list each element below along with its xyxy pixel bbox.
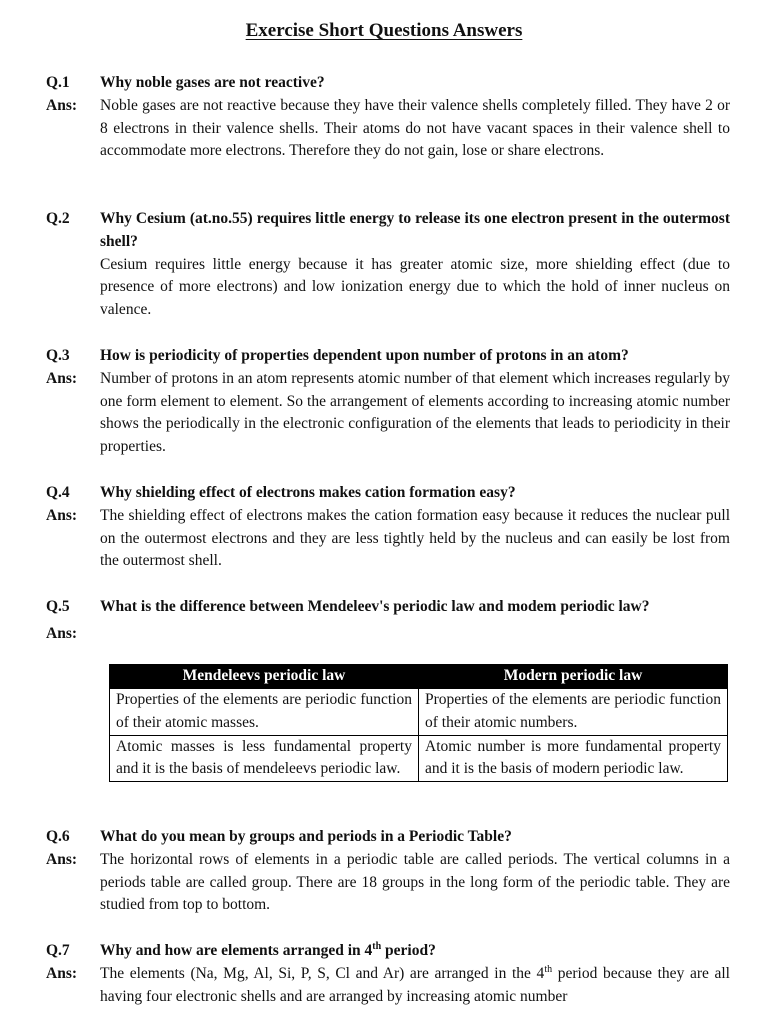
question-text: Why and how are elements arranged in 4th period? xyxy=(100,940,436,959)
qa-block-4 xyxy=(46,482,730,573)
answer-label: Ans: xyxy=(46,506,78,524)
qa-block-2 xyxy=(46,208,730,322)
page-title: Exercise Short Questions Answers xyxy=(245,20,523,41)
comparison-table xyxy=(109,664,728,782)
table-cell: Atomic masses is less fundamental property and it is the basis of mendeleevs periodic law. xyxy=(110,735,419,782)
question-text: What do you mean by groups and periods in a Periodic Table? xyxy=(100,828,512,845)
question-number: Q.1 xyxy=(46,74,70,91)
table-row xyxy=(110,735,728,782)
answer-label: Ans: xyxy=(46,96,78,114)
answer-text: The elements (Na, Mg, Al, Si, P, S, Cl and Ar) are arranged in the 4th period because they are all having four electronic shells and are arranged by increasing atomic number xyxy=(100,963,730,1005)
comparison-table-wrapper xyxy=(109,664,728,782)
question-number: Q.7 xyxy=(46,942,70,959)
question-number: Q.4 xyxy=(46,484,70,501)
question-number: Q.6 xyxy=(46,828,70,845)
question-text: Why Cesium (at.no.55) requires little energy to release its one electron present in the outermost shell? xyxy=(100,210,730,250)
answer-text: The horizontal rows of elements in a periodic table are called periods. The vertical columns in a periods table are called group. There are 18 groups in the long form of the periodic table. They are studied from top to bottom. xyxy=(100,850,730,914)
qa-block-3 xyxy=(46,345,730,459)
question-text: Why noble gases are not reactive? xyxy=(100,74,325,91)
question-number: Q.5 xyxy=(46,598,70,615)
answer-label: Ans: xyxy=(46,850,78,868)
table-cell: Properties of the elements are periodic function of their atomic masses. xyxy=(110,689,419,736)
table-row xyxy=(110,689,728,736)
question-text: What is the difference between Mendeleev's periodic law and modem periodic law? xyxy=(100,598,650,615)
question-text: How is periodicity of properties dependent upon number of protons in an atom? xyxy=(100,347,629,364)
column-header: Mendeleevs periodic law xyxy=(110,665,419,689)
qa-block-6 xyxy=(46,826,730,917)
qa-block-7 xyxy=(46,940,730,1008)
question-number: Q.2 xyxy=(46,210,70,227)
answer-label: Ans: xyxy=(46,624,78,642)
column-header: Modern periodic law xyxy=(419,665,728,689)
table-header-row xyxy=(110,665,728,689)
qa-block-5 xyxy=(46,596,730,646)
answer-label: Ans: xyxy=(46,369,78,387)
answer-text: Noble gases are not reactive because they have their valence shells completely filled. They have 2 or 8 electrons in their valence shells. Their atoms do not have vacant spaces in their valence shell to accommodate more electrons. Therefore they do not gain, lose or share electrons. xyxy=(100,96,730,160)
answer-label: Ans: xyxy=(46,964,78,982)
answer-text: Cesium requires little energy because it has greater atomic size, more shielding effect (due to presence of more electrons) and low ionization energy due to which the hold of inner nucleus on valence. xyxy=(100,255,730,319)
answer-text: The shielding effect of electrons makes the cation formation easy because it reduces the nuclear pull on the outermost electrons and they are less tightly held by the nucleus and can easily be lost from the outermost shell. xyxy=(100,506,730,570)
question-number: Q.3 xyxy=(46,347,70,364)
question-text: Why shielding effect of electrons makes cation formation easy? xyxy=(100,484,516,501)
table-cell: Atomic number is more fundamental property and it is the basis of modern periodic law. xyxy=(419,735,728,782)
qa-block-1 xyxy=(46,72,730,163)
answer-text: Number of protons in an atom represents atomic number of that element which increases regularly by one form element to element. So the arrangement of elements according to increasing atomic number shows the periodically in the electronic configuration of the elements that leads to periodicity in their properties. xyxy=(100,369,730,456)
table-cell: Properties of the elements are periodic function of their atomic numbers. xyxy=(419,689,728,736)
